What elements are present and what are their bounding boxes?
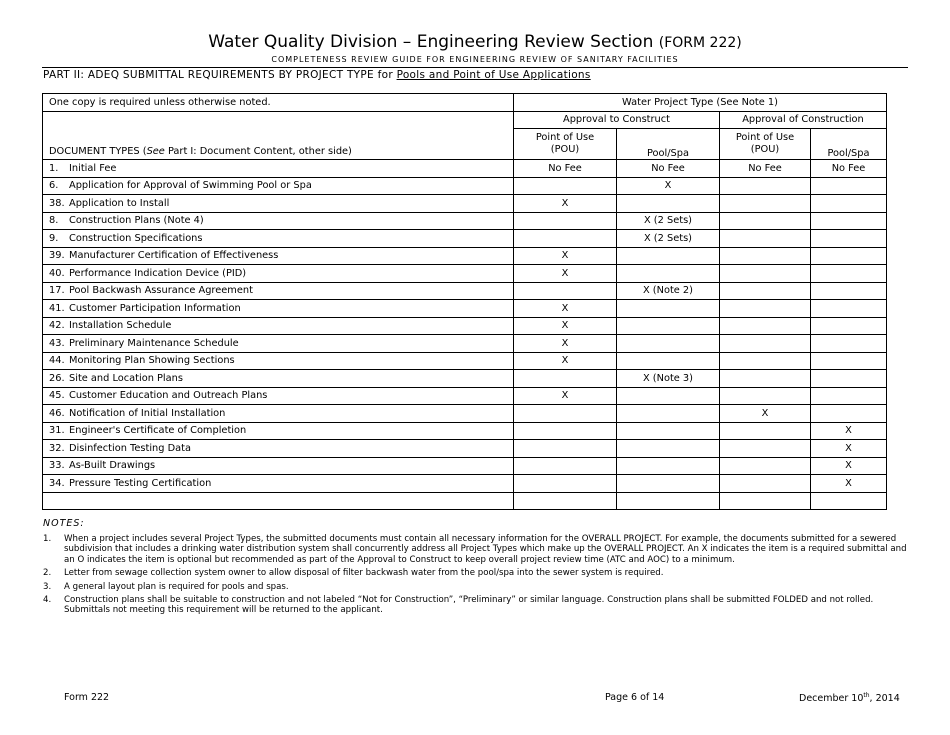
table-row: [43, 457, 887, 475]
document-type-cell: [43, 387, 514, 405]
atc-pou-cell: X: [514, 300, 617, 318]
approval-of-construction-header: Approval of Construction: [720, 111, 887, 129]
document-number: 32.: [49, 442, 65, 454]
aoc-pou-abbr: (POU): [750, 144, 780, 155]
document-label: Monitoring Plan Showing Sections: [69, 355, 235, 367]
aoc-pool-header: Pool/Spa: [811, 129, 887, 160]
aoc-pou-cell: X: [720, 405, 811, 423]
document-type-cell: [43, 422, 514, 440]
atc-pool-cell: X (2 Sets): [617, 230, 720, 248]
document-number: 45.: [49, 390, 65, 402]
table-row: [43, 300, 887, 318]
aoc-pou-cell: [720, 492, 811, 510]
aoc-pou-cell: [720, 387, 811, 405]
aoc-pou-cell: [720, 457, 811, 475]
document-number: 38.: [49, 197, 65, 209]
copy-note: One copy is required unless otherwise noted.: [43, 94, 514, 112]
aoc-pou-cell: [720, 230, 811, 248]
document-type-cell: [43, 160, 514, 178]
table-row: [43, 370, 887, 388]
atc-pou-cell: [514, 422, 617, 440]
doc-types-prefix: DOCUMENT TYPES (: [49, 146, 147, 157]
footer-form: Form 222: [64, 692, 110, 703]
document-number: 33.: [49, 460, 65, 472]
aoc-pou-header: [720, 129, 811, 160]
table-row: [43, 387, 887, 405]
form-label: (FORM 222): [658, 35, 742, 51]
document-type-cell: [43, 335, 514, 353]
document-label: Initial Fee: [69, 162, 117, 174]
aoc-pool-cell: [811, 387, 887, 405]
atc-pou-cell: X: [514, 335, 617, 353]
atc-pou-label: Point of Use: [535, 132, 595, 143]
document-type-cell: [43, 282, 514, 300]
document-number: 9.: [49, 232, 59, 244]
atc-pool-cell: [617, 475, 720, 493]
part-prefix: PART II: ADEQ SUBMITTAL REQUIREMENTS BY PROJECT TYPE for: [43, 69, 393, 81]
document-type-cell: [43, 247, 514, 265]
document-number: 17.: [49, 285, 65, 297]
footer-date-suffix: , 2014: [869, 693, 900, 705]
aoc-pou-cell: [720, 195, 811, 213]
document-label: Customer Education and Outreach Plans: [69, 390, 268, 402]
aoc-pou-cell: [720, 212, 811, 230]
note-item: [43, 595, 908, 616]
table-row: [43, 247, 887, 265]
table-row: [43, 212, 887, 230]
atc-pool-cell: [617, 352, 720, 370]
header-rule: [42, 67, 908, 68]
aoc-pou-cell: [720, 317, 811, 335]
aoc-pool-cell: [811, 230, 887, 248]
notes-section: [43, 518, 908, 619]
footer-date: [799, 692, 900, 704]
document-type-cell: [43, 317, 514, 335]
document-number: 6.: [49, 180, 59, 192]
atc-pool-cell: [617, 387, 720, 405]
notes-heading: NOTES:: [43, 518, 85, 529]
note-number: 4.: [43, 595, 52, 606]
aoc-pool-cell: [811, 212, 887, 230]
aoc-pool-cell: [811, 492, 887, 510]
document-number: 41.: [49, 302, 65, 314]
atc-pool-header: Pool/Spa: [617, 129, 720, 160]
aoc-pou-cell: [720, 422, 811, 440]
aoc-pou-cell: No Fee: [720, 160, 811, 178]
document-number: 39.: [49, 250, 65, 262]
document-type-cell: [43, 405, 514, 423]
document-label: Construction Plans (Note 4): [69, 215, 204, 227]
atc-pou-cell: [514, 282, 617, 300]
aoc-pool-cell: X: [811, 475, 887, 493]
note-text: When a project includes several Project Types, the submitted documents must contain all necessary information for the OVERALL PROJECT. For example, the documents submitted for a sewered subdivision that includes a drinking water distribution system shall concurrently address all Project Types which make up the OVERALL PROJECT. An X indicates the item is a required submittal and an O indicates the item is optional but recommended as part of the Approval to Construct to keep overall project review time (ATC and AOC) to a minimum.: [64, 534, 907, 565]
atc-pou-cell: X: [514, 265, 617, 283]
table-row: [43, 422, 887, 440]
document-type-cell: [43, 352, 514, 370]
table-row: [43, 405, 887, 423]
aoc-pou-cell: [720, 300, 811, 318]
table-row: [43, 177, 887, 195]
atc-pool-cell: [617, 317, 720, 335]
aoc-pool-cell: [811, 195, 887, 213]
aoc-pool-cell: X: [811, 422, 887, 440]
document-number: 42.: [49, 320, 65, 332]
atc-pou-cell: No Fee: [514, 160, 617, 178]
atc-pool-cell: [617, 265, 720, 283]
note-number: 3.: [43, 581, 52, 592]
document-type-cell: [43, 300, 514, 318]
document-label: Preliminary Maintenance Schedule: [69, 337, 239, 349]
document-number: 8.: [49, 215, 59, 227]
aoc-pool-cell: [811, 282, 887, 300]
aoc-pou-cell: [720, 440, 811, 458]
document-label: Notification of Initial Installation: [69, 407, 226, 419]
atc-pou-cell: [514, 177, 617, 195]
document-number: 34.: [49, 477, 65, 489]
aoc-pou-label: Point of Use: [735, 132, 795, 143]
document-label: Pool Backwash Assurance Agreement: [69, 285, 253, 297]
footer-date-prefix: December 10: [799, 693, 864, 705]
document-label: Customer Participation Information: [69, 302, 241, 314]
atc-pou-cell: X: [514, 317, 617, 335]
document-type-cell: [43, 230, 514, 248]
atc-pool-cell: [617, 195, 720, 213]
table-row: [43, 195, 887, 213]
footer-page: Page 6 of 14: [605, 692, 665, 703]
note-item: [43, 534, 908, 565]
atc-pool-cell: X (Note 2): [617, 282, 720, 300]
aoc-pool-cell: [811, 317, 887, 335]
atc-pool-cell: [617, 335, 720, 353]
atc-pou-header: [514, 129, 617, 160]
atc-pou-cell: [514, 370, 617, 388]
document-type-cell: [43, 265, 514, 283]
table-row: [43, 440, 887, 458]
aoc-pool-cell: [811, 335, 887, 353]
table-row: [43, 317, 887, 335]
doc-types-suffix: Part I: Document Content, other side): [164, 146, 352, 157]
document-type-cell: [43, 177, 514, 195]
atc-pou-cell: [514, 440, 617, 458]
atc-pool-cell: [617, 405, 720, 423]
aoc-pool-cell: [811, 247, 887, 265]
table-row: [43, 230, 887, 248]
document-label: Manufacturer Certification of Effectiveness: [69, 250, 279, 262]
document-label: Performance Indication Device (PID): [69, 267, 247, 279]
document-label: Application for Approval of Swimming Pool or Spa: [69, 180, 312, 192]
table-row: [43, 265, 887, 283]
aoc-pool-cell: [811, 352, 887, 370]
approval-to-construct-header: Approval to Construct: [514, 111, 720, 129]
atc-pool-cell: No Fee: [617, 160, 720, 178]
table-row: [43, 492, 887, 510]
note-number: 1.: [43, 534, 52, 544]
table-row: [43, 475, 887, 493]
document-type-cell: [43, 457, 514, 475]
document-label: Installation Schedule: [69, 320, 172, 332]
atc-pou-cell: [514, 492, 617, 510]
document-number: 1.: [49, 162, 59, 174]
aoc-pool-cell: [811, 370, 887, 388]
page-title: [0, 32, 950, 52]
aoc-pool-cell: [811, 300, 887, 318]
aoc-pool-cell: X: [811, 440, 887, 458]
atc-pou-cell: [514, 405, 617, 423]
note-text: Letter from sewage collection system owner to allow disposal of filter backwash water from the pool/spa into the sewer system is required.: [64, 568, 664, 579]
atc-pool-cell: [617, 247, 720, 265]
document-type-cell: [43, 370, 514, 388]
note-text: A general layout plan is required for pools and spas.: [64, 581, 289, 592]
table-row: [43, 160, 887, 178]
table-row: [43, 352, 887, 370]
aoc-pool-cell: [811, 405, 887, 423]
document-label: Application to Install: [69, 197, 170, 209]
atc-pool-cell: X: [617, 177, 720, 195]
atc-pou-cell: X: [514, 247, 617, 265]
atc-pou-cell: X: [514, 352, 617, 370]
note-number: 2.: [43, 568, 52, 579]
atc-pou-cell: [514, 230, 617, 248]
document-label: Engineer's Certificate of Completion: [69, 425, 247, 437]
note-item: [43, 582, 908, 592]
aoc-pou-cell: [720, 265, 811, 283]
document-type-cell: [43, 195, 514, 213]
atc-pou-cell: [514, 457, 617, 475]
document-type-cell: [43, 212, 514, 230]
part-heading: [43, 69, 591, 81]
aoc-pool-cell: [811, 177, 887, 195]
atc-pou-abbr: (POU): [550, 144, 580, 155]
doc-types-see: See: [146, 146, 165, 157]
aoc-pou-cell: [720, 475, 811, 493]
aoc-pou-cell: [720, 177, 811, 195]
aoc-pou-cell: [720, 247, 811, 265]
part-link: Pools and Point of Use Applications: [396, 69, 591, 81]
atc-pool-cell: X (2 Sets): [617, 212, 720, 230]
requirements-body: [43, 160, 887, 510]
atc-pou-cell: X: [514, 387, 617, 405]
aoc-pou-cell: [720, 370, 811, 388]
atc-pool-cell: [617, 422, 720, 440]
aoc-pou-cell: [720, 335, 811, 353]
atc-pou-cell: X: [514, 195, 617, 213]
aoc-pool-cell: X: [811, 457, 887, 475]
aoc-pou-cell: [720, 352, 811, 370]
table-row: [43, 335, 887, 353]
note-text: Construction plans shall be suitable to construction and not labeled “Not for Construction”, “Preliminary” or similar language. Construction plans shall be submitted FOLDED and not rolled. Submittals not meeting this requirement will be returned to the applicant.: [64, 595, 874, 616]
document-number: 46.: [49, 407, 65, 419]
footer-date-sup: th: [863, 692, 870, 699]
atc-pool-cell: [617, 457, 720, 475]
document-number: 44.: [49, 355, 65, 367]
atc-pool-cell: X (Note 3): [617, 370, 720, 388]
aoc-pool-cell: No Fee: [811, 160, 887, 178]
note-item: [43, 568, 908, 578]
page-subtitle: COMPLETENESS REVIEW GUIDE FOR ENGINEERING REVIEW OF SANITARY FACILITIES: [271, 55, 679, 64]
aoc-pool-cell: [811, 265, 887, 283]
document-number: 31.: [49, 425, 65, 437]
table-row: [43, 282, 887, 300]
document-type-cell: [43, 475, 514, 493]
atc-pou-cell: [514, 475, 617, 493]
title-text: Water Quality Division – Engineering Review Section: [208, 32, 654, 52]
water-project-type-header: Water Project Type (See Note 1): [514, 94, 887, 112]
aoc-pou-cell: [720, 282, 811, 300]
requirements-table: [42, 93, 887, 510]
atc-pou-cell: [514, 212, 617, 230]
document-type-cell: [43, 440, 514, 458]
document-type-cell: [43, 492, 514, 510]
document-number: 40.: [49, 267, 65, 279]
atc-pool-cell: [617, 300, 720, 318]
atc-pool-cell: [617, 440, 720, 458]
document-label: Disinfection Testing Data: [69, 442, 191, 454]
doc-types-header: [43, 111, 514, 160]
atc-pool-cell: [617, 492, 720, 510]
document-number: 43.: [49, 337, 65, 349]
document-label: Pressure Testing Certification: [69, 477, 212, 489]
document-label: Site and Location Plans: [69, 372, 183, 384]
document-label: Construction Specifications: [69, 232, 203, 244]
document-label: As-Built Drawings: [69, 460, 156, 472]
document-number: 26.: [49, 372, 65, 384]
